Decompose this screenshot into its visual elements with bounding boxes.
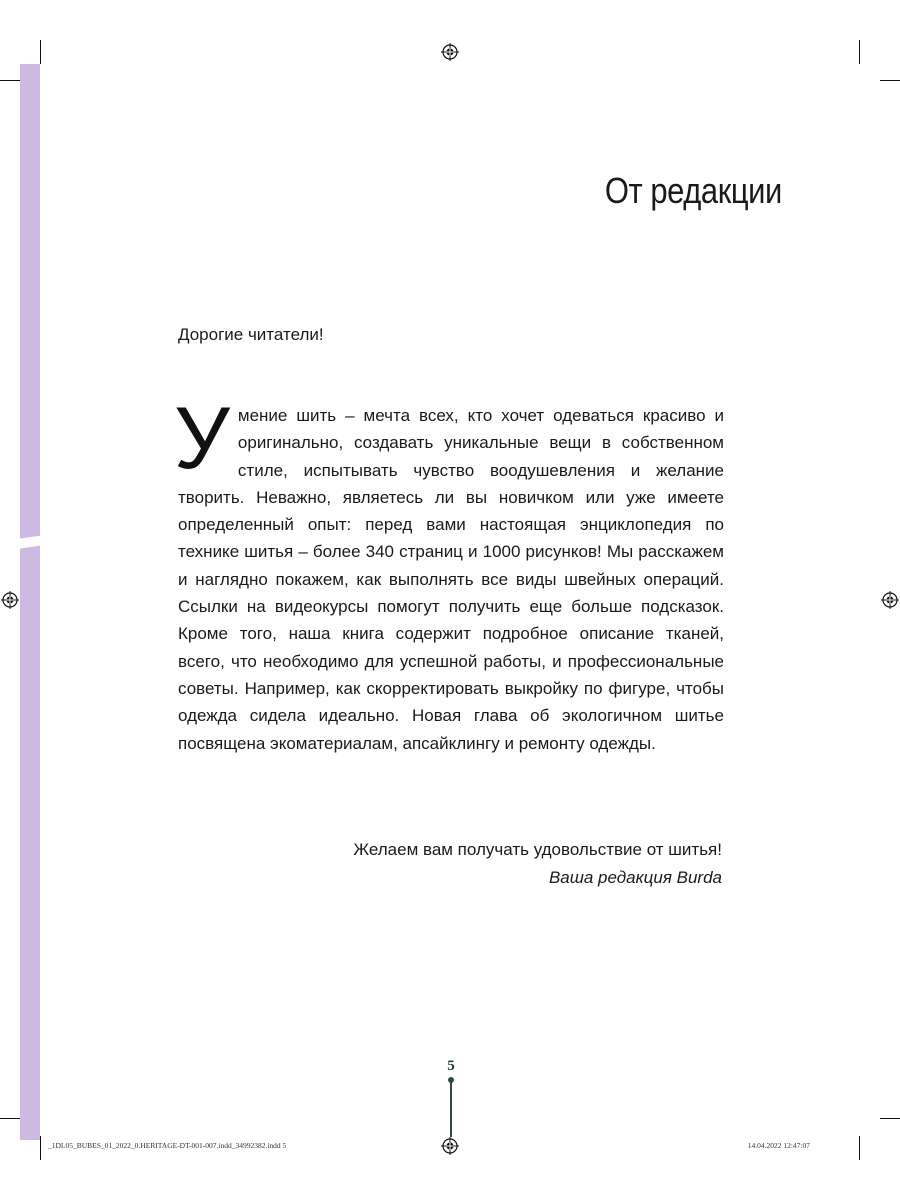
slug-date: 14.04.2022 12:47:07 xyxy=(747,1141,810,1150)
crop-mark-bottom-right-horizontal xyxy=(880,1118,900,1119)
side-color-strip xyxy=(20,64,40,1140)
crop-mark-bottom-left-vertical xyxy=(40,1136,41,1160)
folio-line xyxy=(450,1081,452,1137)
slug-file-name: _1DL05_BUBES_01_2022_0.HERITAGE-DT-001-007.indd_34992382.indd 5 xyxy=(48,1141,287,1150)
crop-mark-top-left-vertical xyxy=(40,40,41,64)
salutation: Дорогие читатели! xyxy=(178,325,324,344)
signature: Ваша редакция Burda xyxy=(548,868,722,887)
crop-mark-top-right-vertical xyxy=(859,40,860,64)
registration-mark-icon xyxy=(881,591,899,609)
crop-mark-top-right-horizontal xyxy=(880,80,900,81)
body-text: мение шить – мечта всех, кто хочет одеваться красиво и оригинально, создавать уникальные вещи в собственном стиле, испытывать чувство воодушевления и желание творить. Неважно, являетесь ли вы новичком или уже имеете определенный опыт: перед вами настоящая энциклопедия по технике шитья – более 340 страниц и 1000 рисунков! Мы расскажем и наглядно покажем, как выполнять все виды швейных операций. Ссылки на видеокурсы помогут получить еще больше подсказок. Кроме того, наша книга содержит подробное описание тканей, всего, что необходимо для успешной работы, и профессиональные советы. Например, как скорректировать выкройку по фигуре, чтобы одежда сидела идеально. Новая глава об экологичном шитье посвящена экоматериалам, апсайклингу и ремонту одежды. xyxy=(178,406,724,753)
closing-line: Желаем вам получать удовольствие от шитья! xyxy=(353,840,722,859)
body-paragraph xyxy=(174,388,724,757)
registration-mark-icon xyxy=(441,43,459,61)
crop-mark-bottom-left-horizontal xyxy=(0,1118,20,1119)
crop-mark-top-left-horizontal xyxy=(0,80,20,81)
side-strip-notch xyxy=(18,535,44,549)
registration-mark-icon xyxy=(441,1137,459,1155)
crop-mark-bottom-right-vertical xyxy=(859,1136,860,1160)
page-number: 5 xyxy=(447,1058,455,1074)
registration-mark-icon xyxy=(1,591,19,609)
drop-cap: У xyxy=(174,388,230,487)
page-title: От редакции xyxy=(604,170,782,211)
